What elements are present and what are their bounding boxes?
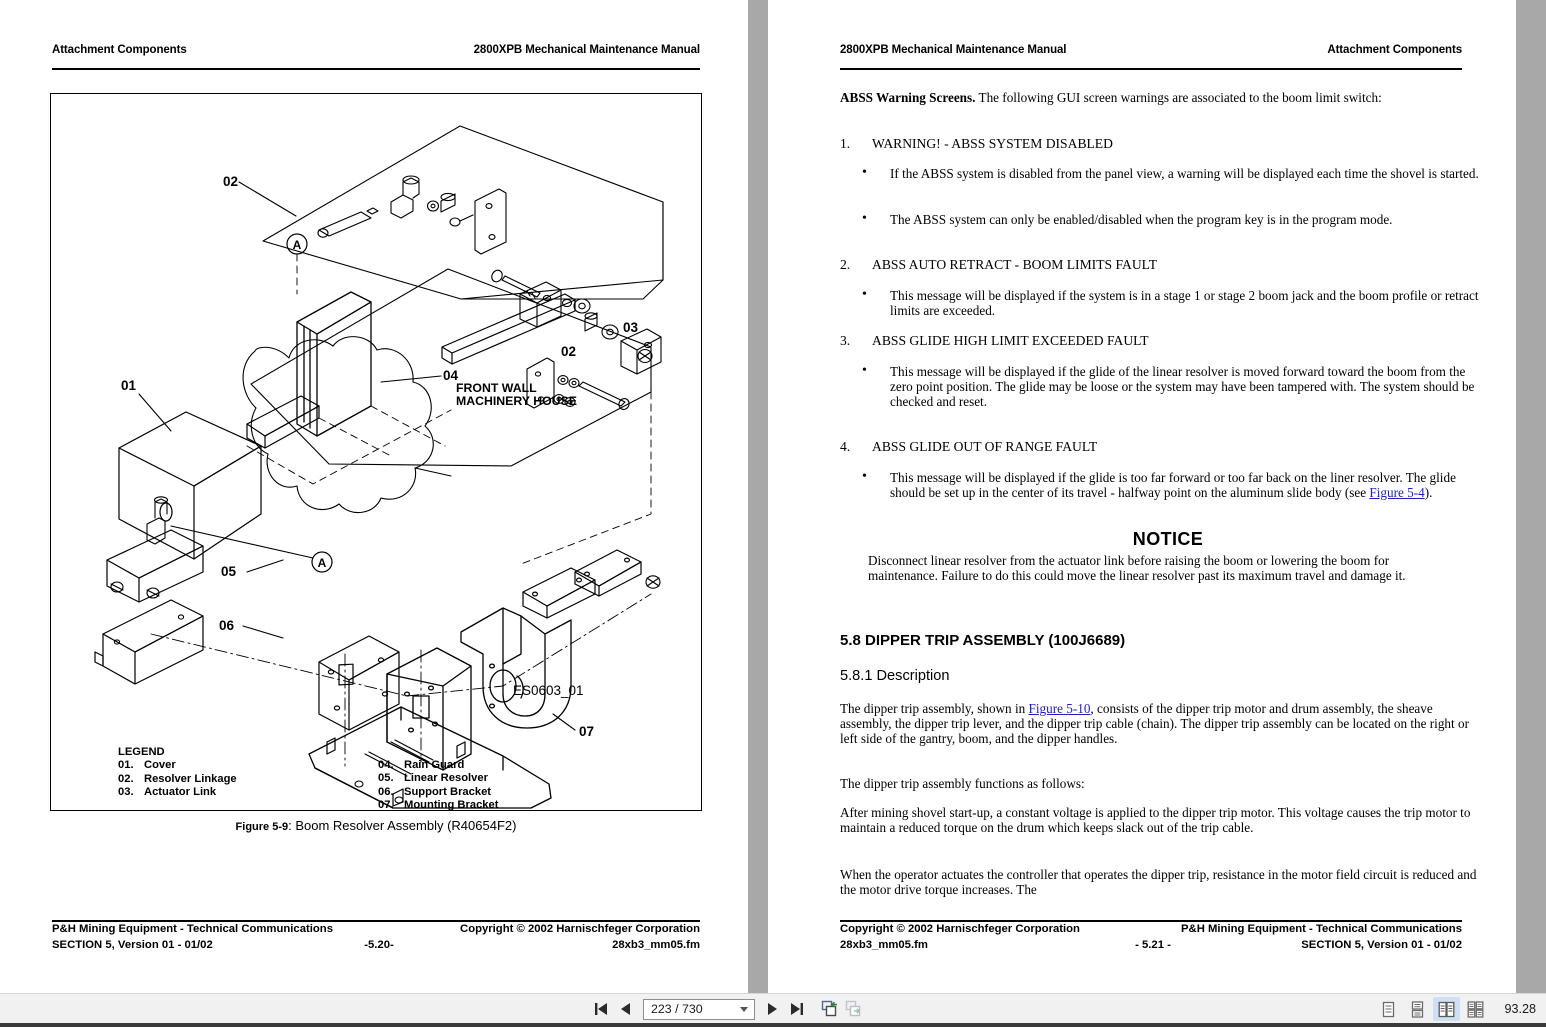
bullet-dot-icon: • bbox=[862, 363, 867, 378]
numbered-item-2 bbox=[840, 257, 1500, 273]
page-number-value: 223 / 730 bbox=[651, 1002, 703, 1016]
left-page-header-rule bbox=[52, 68, 700, 70]
previous-view-button[interactable] bbox=[818, 996, 842, 1022]
intro-rest: The following GUI screen warnings are associated to the boom limit switch: bbox=[975, 90, 1382, 105]
legend-title: LEGEND bbox=[118, 746, 165, 758]
front-wall-annotation-line1: FRONT WALL bbox=[456, 381, 537, 395]
legend-item: 02. Resolver Linkage bbox=[118, 772, 237, 785]
item-1-bullet-2: • The ABSS system can only be enabled/disabled when the program key is in the program mode. bbox=[862, 211, 1393, 227]
section-heading-text: 5.8 DIPPER TRIP ASSEMBLY (100J6689) bbox=[840, 632, 1126, 649]
right-page-header-rule bbox=[840, 68, 1462, 70]
previous-page-icon bbox=[618, 1002, 634, 1016]
page-number-input[interactable] bbox=[643, 999, 755, 1020]
paragraph-3: After mining shovel start-up, a constant voltage is applied to the dipper trip motor. This voltage causes the trip motor to maintain a reduced torque on the drum which keeps slack out of the trip cable. bbox=[840, 805, 1471, 836]
svg-text:A: A bbox=[317, 556, 327, 570]
item-3-title: ABSS GLIDE HIGH LIMIT EXCEEDED FAULT bbox=[872, 333, 1149, 348]
figure-5-10-link[interactable]: Figure 5-10 bbox=[1028, 701, 1091, 716]
callout-07: 07 bbox=[579, 724, 595, 739]
next-view-icon bbox=[844, 1000, 864, 1018]
intro-bold-lead: ABSS Warning Screens. bbox=[840, 90, 976, 105]
svg-text:A: A bbox=[292, 238, 302, 252]
last-page-button[interactable] bbox=[784, 996, 808, 1022]
next-page-button[interactable] bbox=[760, 996, 784, 1022]
paragraph-1 bbox=[840, 701, 1480, 747]
numbered-item-4 bbox=[840, 439, 1500, 455]
subsection-heading: 5.8.1 Description bbox=[840, 668, 950, 684]
legend-item: 06. Support Bracket bbox=[378, 785, 492, 798]
continuous-scroll-view-icon bbox=[1409, 1001, 1426, 1018]
next-page-icon bbox=[764, 1002, 780, 1016]
continuous-scroll-view-button[interactable] bbox=[1404, 997, 1431, 1021]
left-page-header-right: 2800XPB Mechanical Maintenance Manual bbox=[473, 44, 700, 56]
legend-item: 05. Linear Resolver bbox=[378, 772, 488, 785]
bullet-4-text-post: ). bbox=[1424, 485, 1433, 501]
two-page-scroll-view-icon bbox=[1467, 1001, 1484, 1018]
right-page-number: - 5.21 - bbox=[1135, 939, 1171, 951]
item-1-title: WARNING! - ABSS SYSTEM DISABLED bbox=[872, 136, 1113, 151]
single-page-view-icon bbox=[1380, 1001, 1397, 1018]
callout-05: 05 bbox=[221, 564, 237, 579]
numbered-item-1 bbox=[840, 136, 1500, 152]
next-view-button[interactable] bbox=[842, 996, 866, 1022]
two-page-view-button[interactable] bbox=[1433, 997, 1460, 1021]
item-2-bullet-1: • This message will be displayed if the system is in a stage 1 or stage 2 boom jack and the boom profile or retract limits are exceeded. bbox=[862, 287, 1479, 319]
paragraph-2: The dipper trip assembly functions as follows: bbox=[840, 776, 1085, 791]
section-heading bbox=[840, 632, 1500, 649]
page-left[interactable] bbox=[0, 0, 748, 993]
right-page-footer-left: Copyright © 2002 Harnischfeger Corporation 28xb3_mm05.fm bbox=[840, 923, 1080, 951]
item-3-number: 3. bbox=[840, 333, 851, 348]
legend-item: 01. Cover bbox=[118, 759, 176, 772]
front-wall-annotation-line2: MACHINERY HOUSE bbox=[456, 394, 577, 408]
legend-item: 07. Mounting Bracket bbox=[378, 799, 499, 812]
figure-caption-text: : Boom Resolver Assembly (R40654F2) bbox=[288, 818, 517, 833]
intro-paragraph bbox=[840, 90, 1480, 105]
notice-body-text: Disconnect linear resolver from the actuator link before raising the boom or lowering the boom for maintenance. Failure to do this could move the linear resolver past its maximum travel and damage it. bbox=[868, 553, 1406, 584]
left-page-header-left: Attachment Components bbox=[52, 44, 187, 56]
item-4-bullet-1 bbox=[862, 470, 1482, 500]
first-page-button[interactable] bbox=[590, 996, 614, 1022]
item-4-number: 4. bbox=[840, 439, 851, 454]
numbered-item-3 bbox=[840, 333, 1500, 349]
legend-item: 03. Actuator Link bbox=[118, 786, 217, 799]
chevron-down-icon[interactable] bbox=[740, 1007, 748, 1012]
item-2-number: 2. bbox=[840, 257, 851, 272]
bullet-dot-icon: • bbox=[862, 165, 867, 180]
paragraph-1-pre: The dipper trip assembly, shown in bbox=[840, 701, 1029, 716]
bullet-4-text-pre: This message will be displayed if the glide is too far forward or too far back on the liner resolver. The glide should be set up in the center of its travel - halfway point on the aluminum slide body (see bbox=[890, 470, 1456, 501]
item-1-number: 1. bbox=[840, 136, 851, 151]
left-page-footer-left: P&H Mining Equipment - Technical Communications SECTION 5, Version 01 - 01/02 bbox=[52, 923, 333, 951]
boom-resolver-assembly-drawing bbox=[51, 94, 701, 810]
right-page-footer-right: P&H Mining Equipment - Technical Communications SECTION 5, Version 01 - 01/02 bbox=[1181, 923, 1462, 951]
callout-06: 06 bbox=[219, 618, 235, 633]
previous-page-button[interactable] bbox=[614, 996, 638, 1022]
page-right[interactable] bbox=[768, 0, 1516, 993]
zoom-level-value[interactable]: 93.28 bbox=[1504, 1002, 1536, 1016]
notice-heading: NOTICE bbox=[1132, 529, 1204, 549]
item-3-bullet-1: • This message will be displayed if the glide of the linear resolver is moved forward toward the boom from the zero point position. The glide may be loose or the system may have been tampered with. The system should be checked and reset. bbox=[862, 363, 1475, 410]
bullet-dot-icon: • bbox=[862, 287, 867, 302]
figure-legend-right-column bbox=[378, 759, 498, 813]
previous-view-icon bbox=[820, 1000, 840, 1018]
single-page-view-button[interactable] bbox=[1375, 997, 1402, 1021]
right-page-header-right: Attachment Components bbox=[1327, 44, 1462, 56]
bullet-dot-icon: • bbox=[862, 469, 867, 484]
first-page-icon bbox=[594, 1002, 610, 1016]
callout-02-lower: 02 bbox=[561, 344, 577, 359]
figure-5-4-link[interactable]: Figure 5-4 bbox=[1369, 485, 1425, 501]
left-page-footer-right: Copyright © 2002 Harnischfeger Corporation 28xb3_mm05.fm bbox=[460, 923, 700, 951]
paragraph-1-post: , consists of the dipper trip motor and drum assembly, the sheave assembly, the dipper trip lever, and the dipper trip cable (chain). The dipper trip assembly can be located on the right or left side of the gantry, boom, and the dipper handles. bbox=[840, 701, 1469, 747]
right-page-header-left: 2800XPB Mechanical Maintenance Manual bbox=[840, 44, 1067, 56]
bullet-dot-icon: • bbox=[862, 211, 867, 226]
callout-03: 03 bbox=[623, 320, 639, 335]
callout-02-upper: 02 bbox=[223, 174, 239, 189]
paragraph-4: When the operator actuates the controller that operates the dipper trip, resistance in the motor field circuit is reduced and the motor drive torque increases. The bbox=[840, 867, 1477, 898]
legend-item: 04. Rain Guard bbox=[378, 759, 465, 771]
two-page-scroll-view-button[interactable] bbox=[1462, 997, 1489, 1021]
figure-5-9-frame bbox=[50, 93, 702, 811]
item-4-title: ABSS GLIDE OUT OF RANGE FAULT bbox=[872, 439, 1098, 454]
callout-04: 04 bbox=[443, 368, 459, 383]
figure-caption bbox=[50, 818, 702, 833]
two-page-view-icon bbox=[1438, 1001, 1455, 1018]
figure-legend-left-column bbox=[118, 746, 237, 800]
viewer-toolbar[interactable] bbox=[0, 993, 1546, 1027]
last-page-icon bbox=[788, 1002, 804, 1016]
figure-caption-label: Figure 5-9 bbox=[235, 821, 289, 833]
callout-01: 01 bbox=[121, 378, 137, 393]
item-2-title: ABSS AUTO RETRACT - BOOM LIMITS FAULT bbox=[872, 257, 1158, 272]
left-page-number: -5.20- bbox=[364, 939, 394, 951]
drawing-id-label: ES0603_01 bbox=[513, 683, 584, 698]
item-1-bullet-1: • If the ABSS system is disabled from the panel view, a warning will be displayed each time the shovel is started. bbox=[862, 165, 1479, 181]
